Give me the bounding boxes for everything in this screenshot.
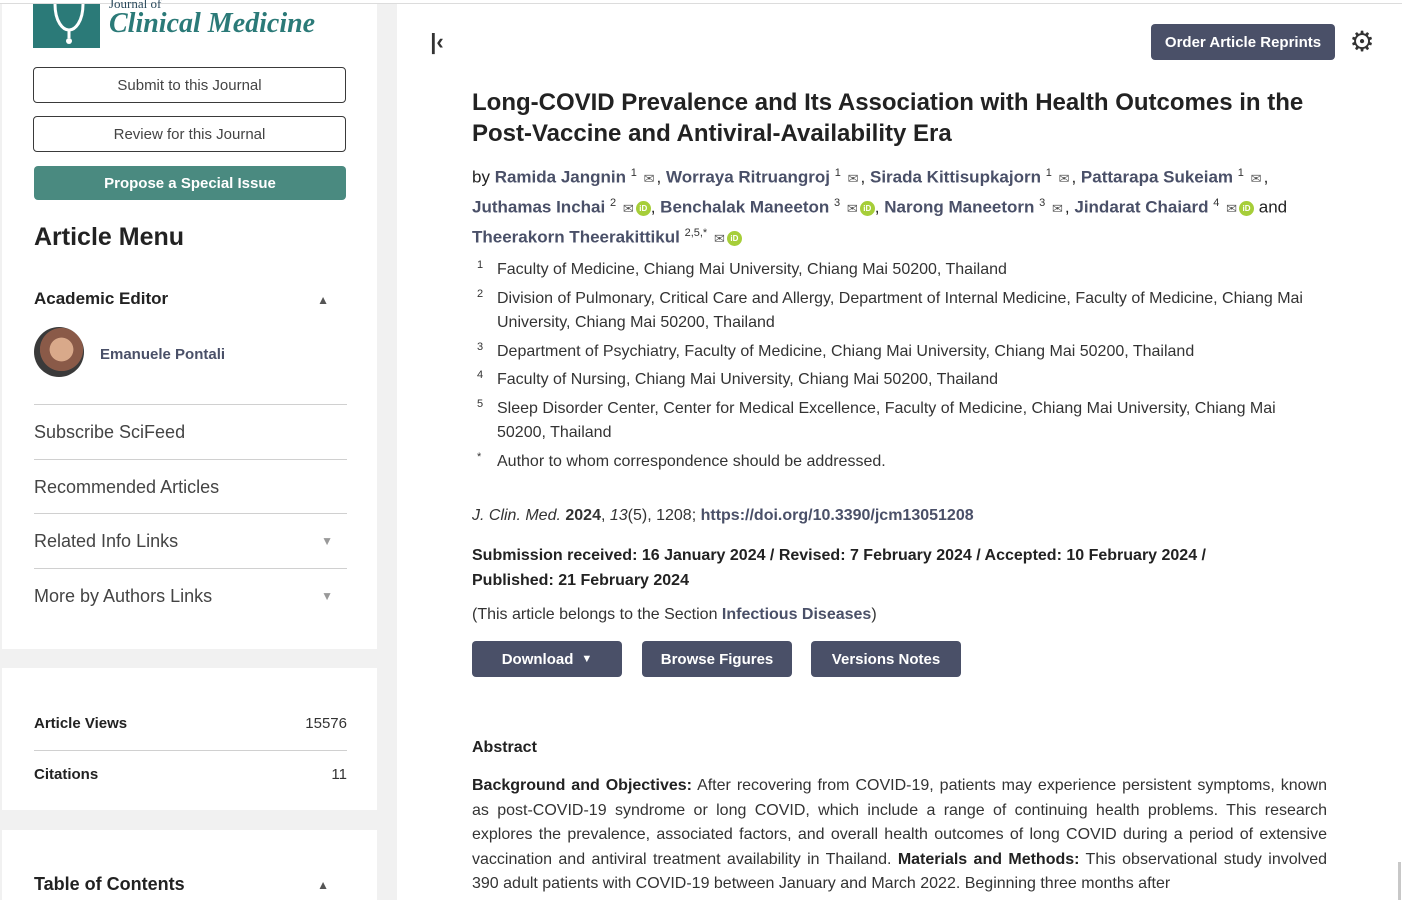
orcid-icon[interactable]: iD <box>636 201 651 216</box>
mail-icon[interactable]: ✉ <box>847 170 859 186</box>
stat-value: 11 <box>331 765 347 783</box>
author-affiliation: 3 <box>1039 197 1046 210</box>
chevron-down-icon: ▼ <box>321 534 333 548</box>
author-link[interactable]: Benchalak Maneeton <box>660 197 830 217</box>
abstract-bg-text: After recovering from COVID-19, patients may experience persistent symptoms, known as post-COVID-19 syndrome or long COVID, which include a range of continuing health problems. This research explores the prevalence, associated factors, and overall health outcomes of long COVID during a period of extensive vaccination and antiviral treatment availability in Thailand. <box>472 777 1327 868</box>
journal-abbrev: J. Clin. Med. <box>472 507 561 524</box>
affiliation-list <box>477 258 1327 478</box>
affiliation-item <box>477 258 1327 283</box>
stat-citations[interactable] <box>34 749 347 799</box>
chevron-down-icon: ▼ <box>321 589 333 603</box>
logo-subtitle: Journal of <box>109 0 162 11</box>
sidebar-item-label: Related Info Links <box>34 530 179 551</box>
abstract-text <box>472 774 1327 897</box>
download-label: Download <box>501 650 574 668</box>
affiliation-number: 4 <box>477 369 484 381</box>
section-prefix: (This article belongs to the Section <box>472 606 722 623</box>
sidebar-item-label: More by Authors Links <box>34 585 213 606</box>
academic-editor-heading[interactable]: Academic Editor <box>34 289 169 308</box>
affiliation-number: 1 <box>477 259 484 271</box>
affiliation-item <box>477 287 1327 336</box>
section-link[interactable]: Infectious Diseases <box>721 606 872 623</box>
publication-dates: Submission received: 16 January 2024 / Revised: 7 February 2024 / Accepted: 10 February 2024 / Published: 21 February 2024 <box>472 547 1206 589</box>
affiliation-number: 2 <box>477 287 484 300</box>
article-menu-title: Article Menu <box>34 223 185 251</box>
mail-icon[interactable]: ✉ <box>846 200 858 216</box>
citation-line: J. Clin. Med. 2024, 13(5), 1208; https://doi.org/10.3390/jcm13051208 <box>472 507 974 524</box>
journal-logo[interactable] <box>33 0 353 48</box>
browse-figures-button[interactable]: Browse Figures <box>642 641 792 677</box>
versions-notes-button[interactable]: Versions Notes <box>811 641 961 677</box>
citation-year: 2024 <box>565 507 601 524</box>
stethoscope-icon <box>33 4 100 48</box>
doi-link[interactable]: https://doi.org/10.3390/jcm13051208 <box>700 507 974 524</box>
orcid-icon[interactable]: iD <box>1239 201 1254 216</box>
download-button[interactable] <box>472 641 622 677</box>
stat-value: 15576 <box>305 714 347 732</box>
affiliation-item <box>477 397 1327 446</box>
author-link[interactable]: Sirada Kittisupkajorn <box>869 167 1041 187</box>
mail-icon[interactable]: ✉ <box>713 230 725 246</box>
chevron-down-icon: ▼ <box>581 653 593 665</box>
stat-label: Citations <box>34 765 99 783</box>
avatar[interactable] <box>34 327 84 377</box>
affiliation-item <box>477 368 1327 393</box>
sidebar-item-label: Recommended Articles <box>34 476 220 497</box>
author-affiliation: 1 <box>1045 167 1052 179</box>
mail-icon[interactable]: ✉ <box>1226 200 1238 216</box>
section-note <box>472 606 877 624</box>
mail-icon[interactable]: ✉ <box>622 200 634 216</box>
orcid-icon[interactable]: iD <box>727 231 742 246</box>
article-stats-panel <box>2 668 377 810</box>
mail-icon[interactable]: ✉ <box>1250 170 1262 186</box>
mail-icon[interactable]: ✉ <box>1058 170 1070 186</box>
affiliation-number: 5 <box>477 397 484 410</box>
affiliation-number: 3 <box>477 340 484 353</box>
abstract-bg-label: Background and Objectives: <box>472 777 692 794</box>
mail-icon[interactable]: ✉ <box>643 170 655 186</box>
author-affiliation: 2,5,* <box>684 227 708 240</box>
article-main <box>397 4 1402 900</box>
author-affiliation: 3 <box>834 197 841 210</box>
author-link[interactable]: Pattarapa Sukeiam <box>1080 167 1234 187</box>
stat-label: Article Views <box>34 714 128 732</box>
by-label: by <box>472 167 490 187</box>
submit-button[interactable]: Submit to this Journal <box>33 67 346 103</box>
sidebar-item-recommended-articles[interactable] <box>34 459 347 514</box>
toc-title[interactable]: Table of Contents <box>34 874 185 894</box>
author-affiliation: 1 <box>834 167 841 179</box>
chevron-up-icon[interactable]: ▲ <box>317 293 329 307</box>
sidebar-item-subscribe-scifeed[interactable] <box>34 404 347 459</box>
author-link[interactable]: Narong Maneetorn <box>884 197 1035 217</box>
sidebar-item-more-by-authors[interactable] <box>34 568 347 623</box>
affiliation-item <box>477 340 1327 365</box>
affiliation-text: Faculty of Medicine, Chiang Mai University, Chiang Mai 50200, Thailand <box>497 261 1007 278</box>
affiliation-text: Author to whom correspondence should be addressed. <box>497 452 886 470</box>
chevron-up-icon[interactable]: ▲ <box>317 878 329 892</box>
collapse-sidebar-icon[interactable]: |‹ <box>430 29 444 54</box>
author-affiliation: 1 <box>1237 167 1244 179</box>
affiliation-text: Faculty of Nursing, Chiang Mai University, Chiang Mai 50200, Thailand <box>497 371 998 388</box>
scrollbar[interactable] <box>1398 862 1401 900</box>
affiliation-text: Division of Pulmonary, Critical Care and Allergy, Department of Internal Medicine, Faculty of Medicine, Chiang Mai University, Chiang Mai 50200, Thailand <box>497 289 1303 331</box>
sidebar-item-label: Subscribe SciFeed <box>34 421 186 442</box>
author-link[interactable]: Ramida Jangnin <box>494 167 627 187</box>
section-suffix: ) <box>871 606 877 623</box>
orcid-icon[interactable]: iD <box>860 201 875 216</box>
author-link[interactable]: Worraya Ritruangroj <box>665 167 831 187</box>
author-link[interactable]: Jindarat Chaiard <box>1074 197 1209 217</box>
abstract-mm-label: Materials and Methods: <box>897 850 1080 868</box>
affiliation-text: Sleep Disorder Center, Center for Medical Excellence, Faculty of Medicine, Chiang Mai University, Chiang Mai 50200, Thailand <box>497 399 1276 441</box>
mail-icon[interactable]: ✉ <box>1052 200 1063 216</box>
order-reprints-button[interactable]: Order Article Reprints <box>1151 24 1335 60</box>
logo-title: Clinical Medicine <box>109 8 316 39</box>
propose-special-issue-button[interactable]: Propose a Special Issue <box>34 166 346 200</box>
editor-name-link[interactable]: Emanuele Pontali <box>100 346 226 363</box>
citation-volume: 13 <box>609 507 628 524</box>
author-affiliation: 1 <box>630 167 637 179</box>
author-affiliation: 2 <box>609 197 617 210</box>
author-link[interactable]: Juthamas Inchai <box>472 197 606 217</box>
toc-panel <box>2 830 377 900</box>
abstract-mm-text: This observational study involved 390 adult patients with COVID-19 between January and March 2022. Beginning three months after <box>472 850 1328 893</box>
stat-article-views <box>34 698 347 748</box>
sidebar-item-related-info-links[interactable] <box>34 513 347 568</box>
gear-icon[interactable]: ⚙ <box>1349 25 1375 57</box>
affiliation-number: * <box>477 450 482 463</box>
author-list: by Ramida Jangnin $^1$ ✉ , Worraya Ritruangroj $^1$ ✉ , Sirada Kittisupkajorn $^1$ ✉ , Pattarapa Sukeiam $^1$ ✉ , Juthamas Inchai $^2$ ✉ iD , Benchalak Maneeton $^3$ ✉ iD , Narong Maneetorn $^3$ ✉ , Jindarat Chaiard $^4$ ✉ iD and Theerakorn Theerakittikul $^{2,5,*}$ ✉ iD <box>472 161 1332 251</box>
sidebar-main-panel <box>2 0 377 649</box>
author-link[interactable]: Theerakorn Theerakittikul <box>472 227 680 247</box>
affiliation-item <box>477 450 1327 475</box>
abstract-heading: Abstract <box>472 739 537 756</box>
article-title: Long-COVID Prevalence and Its Association with Health Outcomes in the Post-Vaccine and Antiviral-Availability Era <box>472 89 1304 147</box>
and-label: and <box>1258 197 1288 217</box>
affiliation-text: Department of Psychiatry, Faculty of Medicine, Chiang Mai University, Chiang Mai 50200, Thailand <box>497 342 1195 360</box>
author-affiliation: 4 <box>1213 197 1220 210</box>
review-button[interactable]: Review for this Journal <box>33 116 346 152</box>
citation-issue-pages: (5), 1208; <box>627 507 697 524</box>
